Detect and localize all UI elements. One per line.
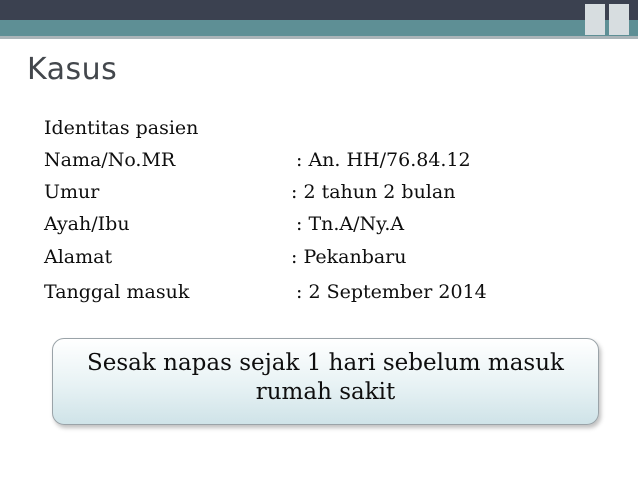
value-address: : Pekanbaru: [291, 246, 407, 268]
slide-title: Kasus: [27, 52, 118, 87]
label-parents: Ayah/Ibu: [44, 213, 130, 235]
header-block-left: [585, 4, 605, 35]
value-name-mr: : An. HH/76.84.12: [296, 149, 471, 171]
chief-complaint-box: [52, 338, 599, 425]
value-age: : 2 tahun 2 bulan: [291, 181, 456, 203]
label-address: Alamat: [44, 246, 113, 268]
label-admission-date: Tanggal masuk: [44, 281, 190, 303]
label-age: Umur: [44, 181, 100, 203]
header-decoration: [585, 4, 629, 35]
header-bar-dark: [0, 0, 638, 20]
header-bar-teal: [0, 20, 638, 36]
chief-complaint-text: Sesak napas sejak 1 hari sebelum masuk rumah sakit: [87, 349, 564, 405]
label-name-mr: Nama/No.MR: [44, 149, 176, 171]
value-admission-date: : 2 September 2014: [296, 281, 487, 303]
value-parents: : Tn.A/Ny.A: [296, 213, 405, 235]
header-block-right: [609, 4, 629, 35]
patient-identity-heading: Identitas pasien: [44, 117, 199, 139]
header-divider: [0, 36, 638, 39]
